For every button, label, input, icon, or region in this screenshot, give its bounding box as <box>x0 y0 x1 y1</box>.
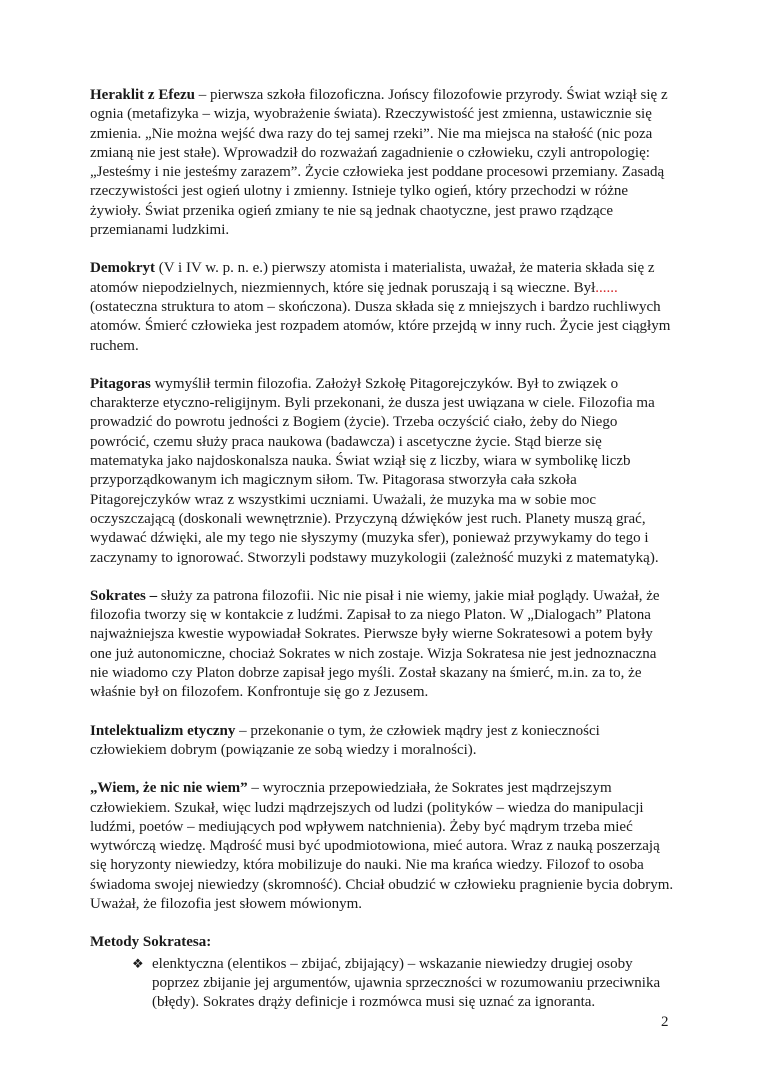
paragraph-pitagoras <box>90 375 675 568</box>
red-ellipsis: ...... <box>595 279 618 296</box>
list-item <box>90 955 675 1013</box>
term-intelektualizm: Intelektualizm etyczny <box>90 722 236 739</box>
methods-heading: Metody Sokratesa: <box>90 934 212 951</box>
text-demokryt: (V i IV w. p. n. e.) pierwszy atomista i materialista, uważał, że materia składa się z atomów niepodzielnych, niezmiennych, które się jednak poruszają i są wieczne. Był <box>90 260 655 296</box>
paragraph-intelektualizm <box>90 722 675 761</box>
term-wiem: „Wiem, że nic nie wiem” <box>90 780 248 797</box>
diamond-bullet-icon: ❖ <box>132 956 144 972</box>
text-pitagoras: wymyślił termin filozofia. Założył Szkołę Pitagorejczyków. Był to związek o charakterze etyczno-religijnym. Byli przekonani, że dusza jest uwiązana w ciele. Filozofia ma prowadzić do powrotu jedności z Bogiem (życie). Trzeba oczyścić ciało, żeby do Niego powrócić, czemu służy praca naukowa (badawcza) i ascetyczne życie. Stąd bierze się matematyka jako najdoskonalsza nauka. Świat wziął się z liczby, wiara w symbolikę liczb przyporządkowanym ich magicznym siłom. Tw. Pitagorasa stworzyła cała szkoła Pitagorejczyków wraz z wszystkimi uczniami. Uważali, że muzyka ma w sobie moc oczyszczającą (doskonali wewnętrznie). Przyczyną dźwięków jest ruch. Planety muszą grać, wydawać dźwięki, ale my tego nie słyszymy (muzyka sfer), ponieważ przywykamy do tego i zaczynamy to ignorować. Stworzyli podstawy muzykologii (zależność muzyki z matematyką). <box>90 375 659 566</box>
document-page <box>90 86 675 1012</box>
paragraph-demokryt <box>90 259 675 355</box>
paragraph-wiem <box>90 779 675 914</box>
text-wiem: – wyrocznia przepowiedziała, że Sokrates jest mądrzejszym człowiekiem. Szukał, więc ludzi mądrzejszych od ludzi (polityków – wiedza do manipulacji ludźmi, poetów – mediujących pod wpływem natchnienia). Żeby być mądrym trzeba mieć wytwórczą wiedzę. Mądrość musi być upodmiotowiona, mieć autora. Wraz z nauką poszerzają się horyzonty niewiedzy, która mobilizuje do nauki. Nie ma krańca wiedzy. Filozof to osoba świadoma swojej niewiedzy (skromność). Chciał obudzić w człowieku pragnienie bycia dobrym. Uważał, że filozofia jest słowem mówionym. <box>90 780 674 912</box>
term-pitagoras: Pitagoras <box>90 375 151 392</box>
term-sokrates: Sokrates – <box>90 587 158 604</box>
paragraph-sokrates <box>90 587 675 703</box>
paragraph-heraklit <box>90 86 675 240</box>
text-intelektualizm: – przekonanie o tym, że człowiek mądry jest z konieczności człowiekiem dobrym (powiązanie ze sobą wiedzy i moralności). <box>90 722 600 758</box>
term-demokryt: Demokryt <box>90 260 155 277</box>
page-number: 2 <box>661 1014 669 1030</box>
text-sokrates: służy za patrona filozofii. Nic nie pisał i nie wiemy, jakie miał poglądy. Uważał, że filozofia tworzy się w kontakcie z ludźmi. Zapisał to za niego Platon. W „Dialogach” Platona najważniejsza kwestie wypowiadał Sokrates. Pierwsze były wierne Sokratesowi a potem były one już autonomiczne, chociaż Sokrates w nich zostaje. Wizja Sokratesa nie jest jednoznaczna nie wiadomo czy Platon dobrze zapisał jego myśli. Został skazany na śmierć, m.in. za to, że właśnie był on filozofem. Konfrontuje się go z Jezusem. <box>90 587 660 701</box>
text-demokryt-after: (ostateczna struktura to atom – skończona). Dusza składa się z mniejszych i bardzo ruchliwych atomów. Śmierć człowieka jest rozpadem atomów, które przejdą w inny ruch. Życie jest ciągłym ruchem. <box>90 298 671 354</box>
method-text: elenktyczna (elentikos – zbijać, zbijający) – wskazanie niewiedzy drugiej osoby poprzez zbijanie jej argumentów, ujawnia sprzeczności w rozumowaniu przeciwnika (błędy). Sokrates drąży definicje i rozmówca musi się uznać za ignoranta. <box>152 955 661 1011</box>
term-heraklit: Heraklit z Efezu <box>90 87 195 103</box>
methods-list <box>90 955 675 1013</box>
text-heraklit: – pierwsza szkoła filozoficzna. Jońscy filozofowie przyrody. Świat wziął się z ognia (metafizyka – wizja, wyobrażenie świata). Rzeczywistość jest zmienna, ustawicznie się zmienia. „Nie można wejść dwa razy do tej samej rzeki”. Nie ma miejsca na stałość (nic poza zmianą nie jest stałe). Wprowadził do rozważań zagadnienie o człowieku, czyli antropologię: „Jesteśmy i nie jesteśmy zarazem”. Życie człowieka jest poddane procesowi przemiany. Zasadą rzeczywistości jest ogień ulotny i zmienny. Istnieje tylko ogień, który przechodzi w różne żywioły. Świat przenika ogień zmiany te nie są jednak chaotyczne, jest prawo rządzące przemianami ludzkimi. <box>90 87 668 239</box>
